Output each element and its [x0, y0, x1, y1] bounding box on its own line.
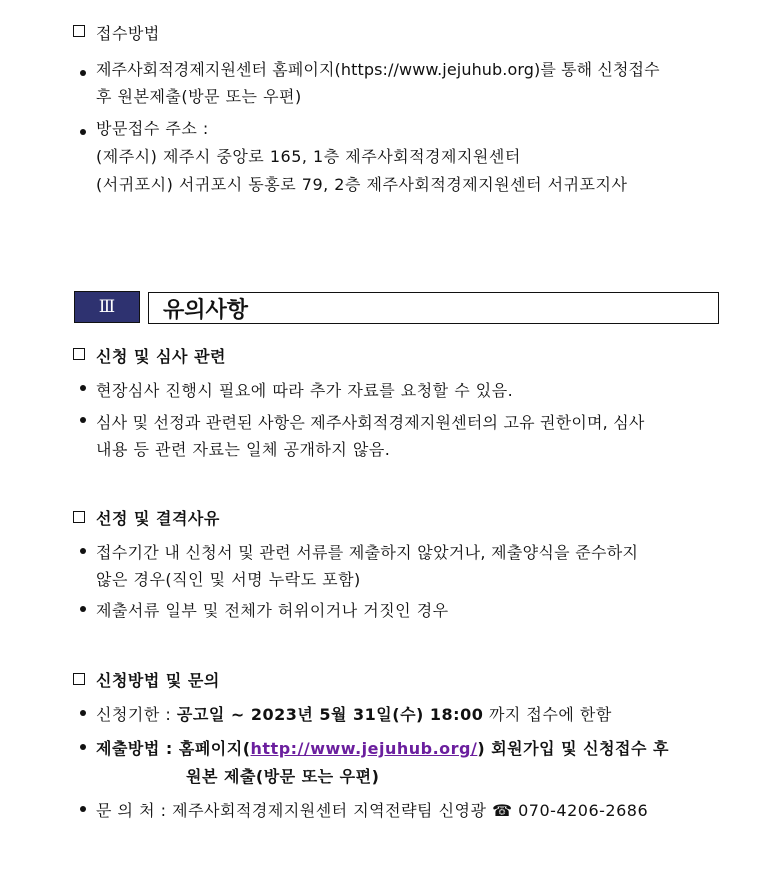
checkbox-icon	[73, 511, 85, 523]
receipt-address-seogwipo: (서귀포시) 서귀포시 동홍로 79, 2층 제주사회적경제지원센터 서귀포지사	[96, 175, 628, 194]
inquiry-heading: 신청방법 및 문의	[96, 671, 220, 690]
checkbox-icon	[73, 25, 85, 37]
receipt-heading: 접수방법	[96, 24, 160, 43]
bullet-icon	[80, 385, 86, 391]
section-title-text: 유의사항	[163, 297, 249, 323]
bullet-icon	[80, 606, 86, 612]
phone-number: 070-4206-2686	[518, 801, 649, 820]
bullet-icon	[80, 710, 86, 716]
deadline-row	[96, 702, 612, 725]
review-item2-line2: 내용 등 관련 자료는 일체 공개하지 않음.	[96, 440, 391, 459]
jejuhub-link[interactable]: http://www.jejuhub.org/	[250, 739, 478, 758]
bullet-icon	[80, 744, 86, 750]
contact-row	[96, 798, 648, 821]
receipt-item1-line1: 제주사회적경제지원센터 홈페이지(https://www.jejuhub.org)를 통해 신청접수	[96, 60, 660, 79]
bullet-icon	[80, 806, 86, 812]
section-number-badge: Ⅲ	[74, 291, 140, 323]
disqualification-item1-line1: 접수기간 내 신청서 및 관련 서류를 제출하지 않았거나, 제출양식을 준수하지	[96, 543, 639, 562]
bullet-icon	[80, 417, 86, 423]
method-row	[96, 736, 669, 759]
review-item2-line1: 심사 및 선정과 관련된 사항은 제주사회적경제지원센터의 고유 권한이며, 심사	[96, 413, 645, 432]
disqualification-heading: 선정 및 결격사유	[96, 509, 220, 528]
method-prefix: 홈페이지(	[178, 739, 251, 758]
deadline-suffix: 까지 접수에 한함	[488, 705, 612, 724]
review-heading: 신청 및 심사 관련	[96, 347, 226, 366]
disqualification-item2: 제출서류 일부 및 전체가 허위이거나 거짓인 경우	[96, 601, 449, 620]
method-label: 제출방법 :	[96, 739, 173, 758]
review-item1: 현장심사 진행시 필요에 따라 추가 자료를 요청할 수 있음.	[96, 381, 514, 400]
contact-label: 문 의 처 :	[96, 801, 167, 820]
bullet-icon	[80, 70, 86, 76]
phone-icon: ☎	[492, 801, 513, 820]
contact-value: 제주사회적경제지원센터 지역전략팀 신영광	[172, 801, 487, 820]
receipt-address-jeju: (제주시) 제주시 중앙로 165, 1층 제주사회적경제지원센터	[96, 147, 521, 166]
receipt-item1-line2: 후 원본제출(방문 또는 우편)	[96, 87, 302, 106]
deadline-value: 공고일 ~ 2023년 5월 31일(수) 18:00	[176, 705, 484, 724]
section-title	[148, 292, 719, 324]
checkbox-icon	[73, 348, 85, 360]
bullet-icon	[80, 548, 86, 554]
checkbox-icon	[73, 673, 85, 685]
method-suffix: ) 회원가입 및 신청접수 후	[477, 739, 669, 758]
method-line2: 원본 제출(방문 또는 우편)	[186, 767, 380, 786]
disqualification-item1-line2: 않은 경우(직인 및 서명 누락도 포함)	[96, 570, 361, 589]
bullet-icon	[80, 129, 86, 135]
deadline-label: 신청기한 :	[96, 705, 172, 724]
receipt-item2-label: 방문접수 주소 :	[96, 119, 209, 138]
